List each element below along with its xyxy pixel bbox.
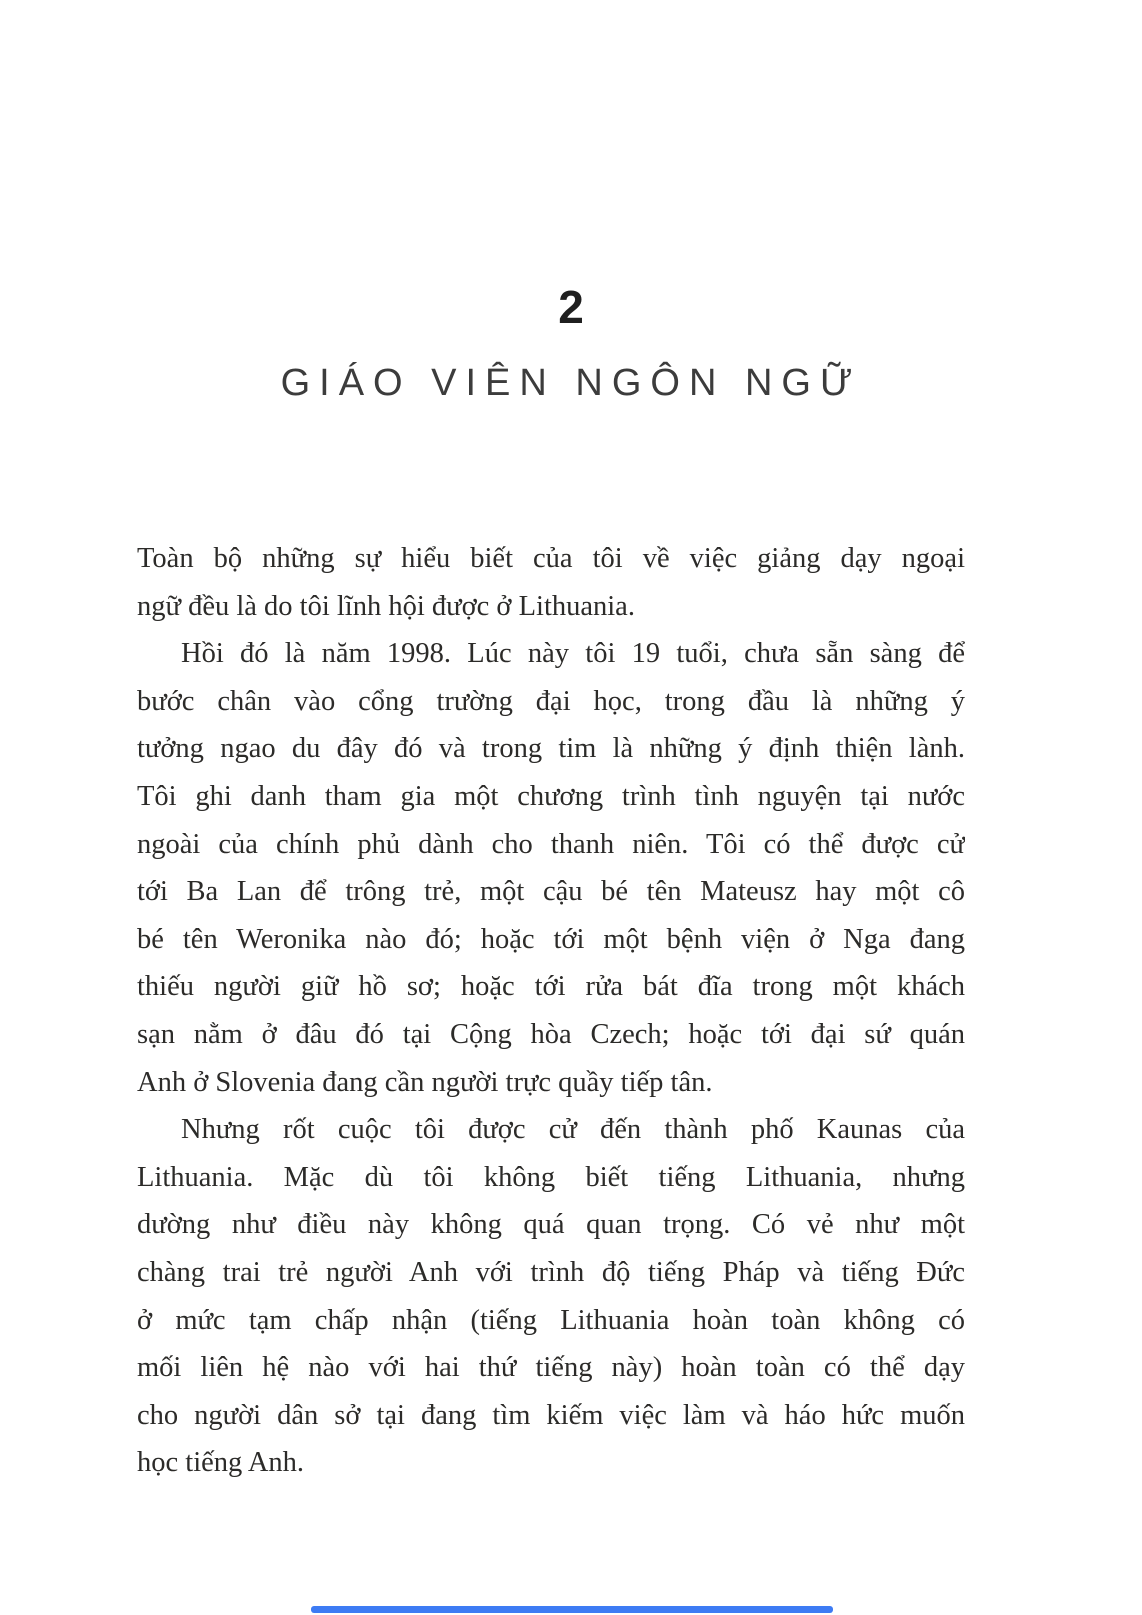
text-line: Toàn bộ những sự hiểu biết của tôi về việc giảng dạy ngoại: [137, 543, 965, 574]
chapter-number: 2: [558, 281, 584, 333]
text-line: bé tên Weronika nào đó; hoặc tới một bệnh viện ở Nga đang: [137, 923, 965, 955]
text-line: cho người dân sở tại đang tìm kiếm việc làm và háo hức muốn: [137, 1399, 965, 1431]
text-line: sạn nằm ở đâu đó tại Cộng hòa Czech; hoặc tới đại sứ quán: [137, 1018, 965, 1050]
chapter-title: GIÁO VIÊN NGÔN NGỮ: [280, 362, 862, 404]
text-line: học tiếng Anh.: [137, 1447, 305, 1479]
text-line: thiếu người giữ hồ sơ; hoặc tới rửa bát đĩa trong một khách: [137, 971, 965, 1003]
paragraph: [137, 1106, 965, 1487]
text-line: tưởng ngao du đây đó và trong tim là những ý định thiện lành.: [137, 733, 965, 765]
body-text: [137, 535, 965, 1487]
text-line: ở mức tạm chấp nhận (tiếng Lithuania hoàn toàn không có: [137, 1304, 965, 1336]
text-line: Anh ở Slovenia đang cần người trực quầy tiếp tân.: [137, 1066, 713, 1098]
text-line: bước chân vào cổng trường đại học, trong đầu là những ý: [137, 685, 965, 717]
text-line: chàng trai trẻ người Anh với trình độ tiếng Pháp và tiếng Đức: [137, 1256, 965, 1288]
text-line: Lithuania. Mặc dù tôi không biết tiếng Lithuania, nhưng: [137, 1161, 965, 1193]
text-line: ngoài của chính phủ dành cho thanh niên. Tôi có thể được cử: [137, 828, 965, 860]
text-line: mối liên hệ nào với hai thứ tiếng này) hoàn toàn có thể dạy: [137, 1352, 965, 1384]
reading-progress-bar[interactable]: [311, 1606, 833, 1613]
text-line: tới Ba Lan để trông trẻ, một cậu bé tên Mateusz hay một cô: [137, 876, 965, 908]
text-line: Hồi đó là năm 1998. Lúc này tôi 19 tuổi, chưa sẵn sàng để: [181, 638, 965, 670]
text-line: Tôi ghi danh tham gia một chương trình tình nguyện tại nước: [137, 780, 965, 812]
text-line: dường như điều này không quá quan trọng. Có vẻ như một: [137, 1209, 965, 1241]
paragraph: [137, 630, 965, 1106]
paragraph: [137, 535, 965, 630]
text-line: ngữ đều là do tôi lĩnh hội được ở Lithuania.: [137, 590, 635, 622]
text-line: Nhưng rốt cuộc tôi được cử đến thành phố Kaunas của: [181, 1114, 965, 1146]
